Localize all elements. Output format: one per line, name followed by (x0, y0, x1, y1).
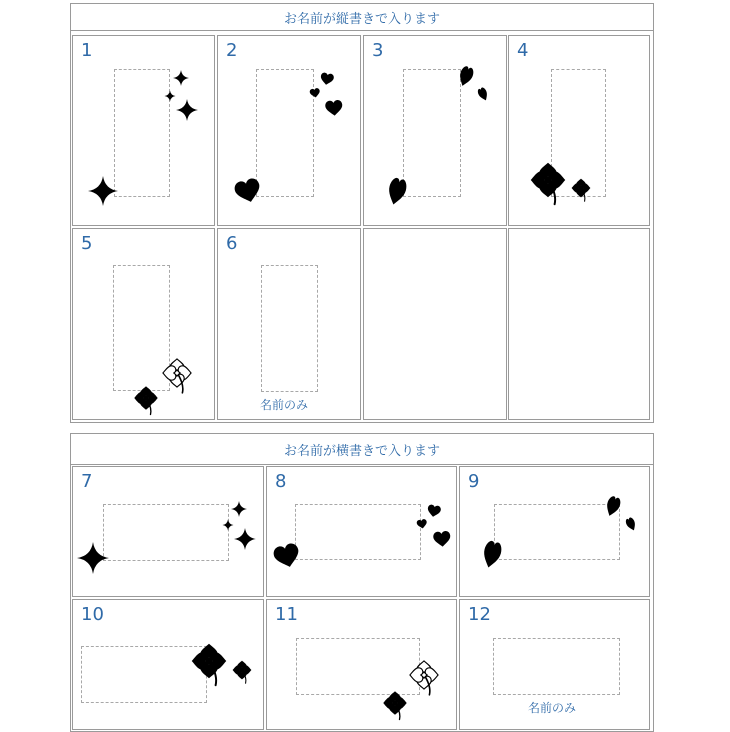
cell-number: 6 (226, 233, 238, 254)
cell-number: 3 (372, 40, 384, 61)
cell-number: 1 (81, 40, 93, 61)
clover-icon (73, 600, 265, 731)
heart-icon (364, 36, 508, 227)
cell-number: 4 (517, 40, 529, 61)
clover-icon (73, 229, 216, 421)
cell-number: 2 (226, 40, 238, 61)
vertical-cell-5[interactable] (72, 228, 215, 420)
clover-icon (509, 36, 651, 227)
vertical-cell-4[interactable] (508, 35, 650, 226)
clover-icon (267, 600, 458, 731)
vertical-section-header (71, 4, 653, 31)
vertical-empty-cell (508, 228, 650, 420)
name-only-caption: 名前のみ (260, 398, 309, 412)
name-only-caption: 名前のみ (528, 701, 577, 715)
name-area-dashed-box (261, 265, 318, 392)
heart-icon (460, 467, 651, 598)
cell-number: 11 (275, 604, 298, 625)
vertical-cell-3[interactable] (363, 35, 507, 226)
vertical-cell-6[interactable] (217, 228, 361, 420)
sparkle-icon (73, 36, 216, 227)
vertical-empty-cell (363, 228, 507, 420)
horizontal-cell-8[interactable] (266, 466, 457, 597)
horizontal-cell-12[interactable] (459, 599, 650, 730)
horizontal-section-header (71, 434, 653, 465)
cell-number: 5 (81, 233, 93, 254)
heart-icon (267, 467, 458, 598)
heart-icon (218, 36, 362, 227)
cell-number: 9 (468, 471, 480, 492)
cell-number: 10 (81, 604, 104, 625)
cell-number: 8 (275, 471, 287, 492)
name-area-dashed-box (493, 638, 620, 695)
horizontal-cell-10[interactable] (72, 599, 264, 730)
vertical-section-title: お名前が縦書きで入ります (283, 11, 440, 27)
horizontal-cell-11[interactable] (266, 599, 457, 730)
vertical-cell-2[interactable] (217, 35, 361, 226)
cell-number: 12 (468, 604, 491, 625)
cell-number: 7 (81, 471, 93, 492)
horizontal-section-title: お名前が横書きで入ります (283, 443, 440, 459)
horizontal-cell-7[interactable] (72, 466, 264, 597)
horizontal-cell-9[interactable] (459, 466, 650, 597)
sparkle-icon (73, 467, 265, 598)
vertical-cell-1[interactable] (72, 35, 215, 226)
